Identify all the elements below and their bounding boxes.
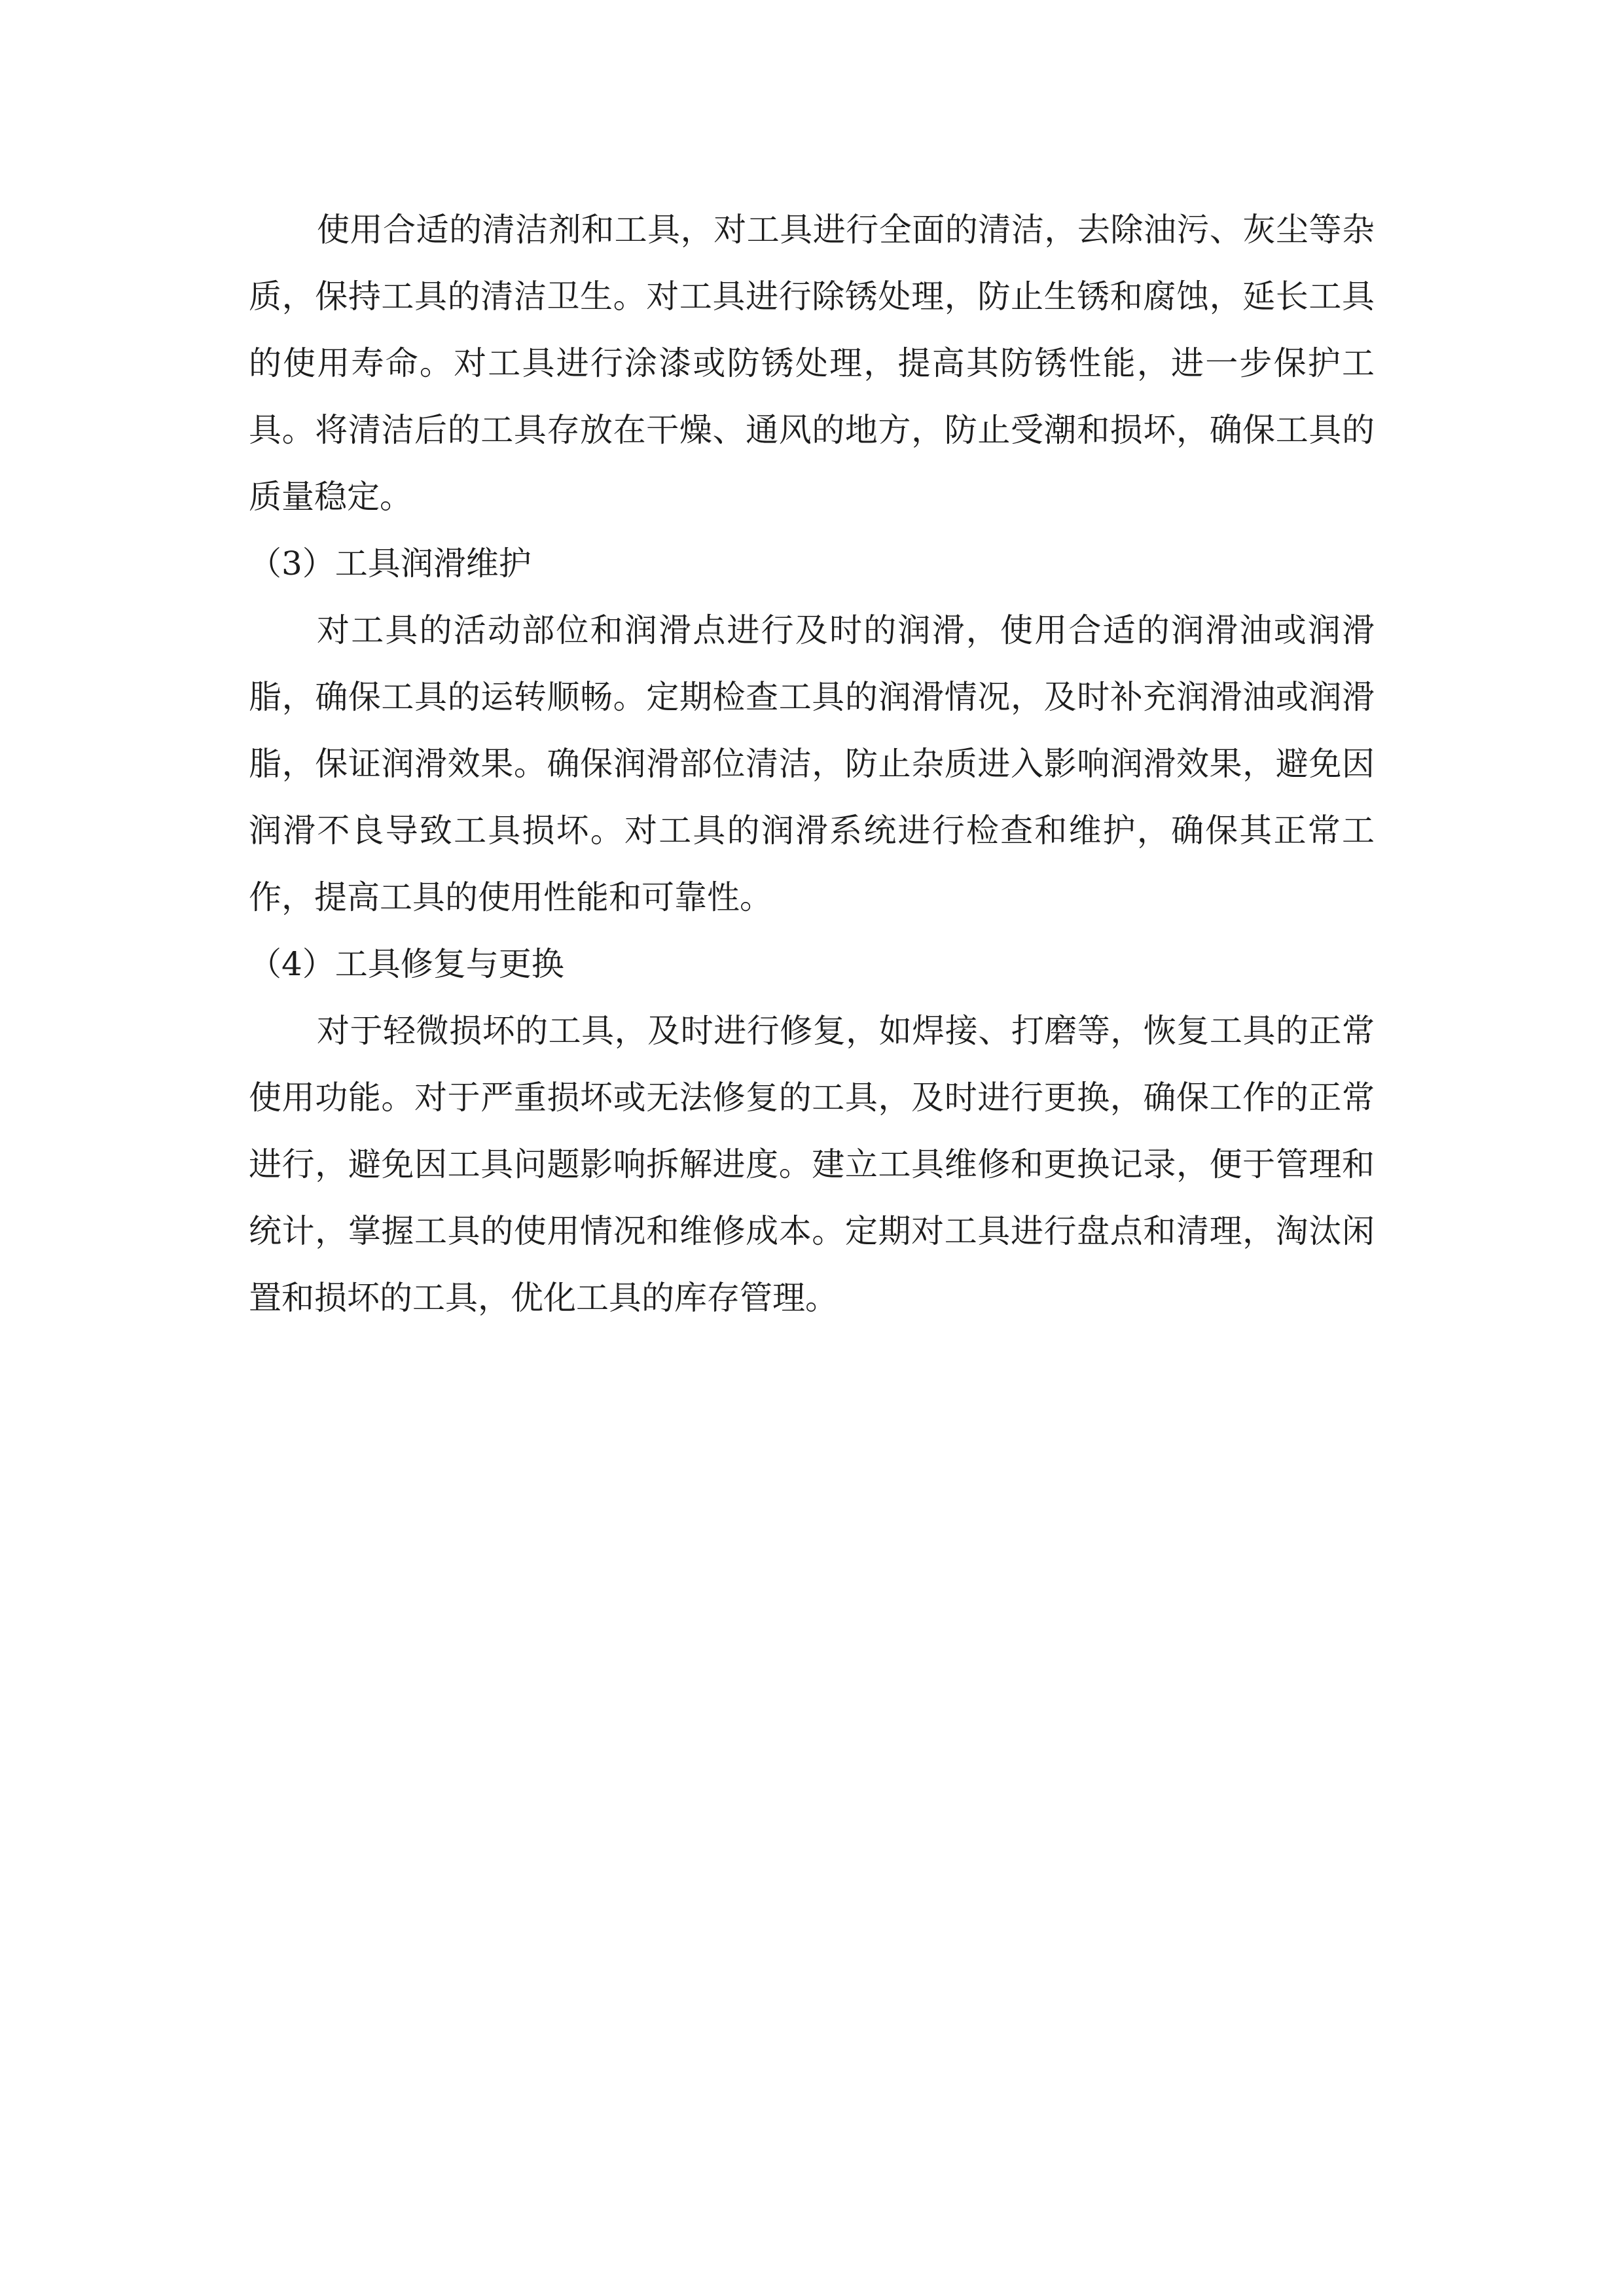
section-heading-lubrication: （3）工具润滑维护 — [249, 545, 532, 583]
document-body — [249, 196, 1375, 1331]
paragraph-repair-replacement: 对于轻微损坏的工具，及时进行修复，如焊接、打磨等，恢复工具的正常使用功能。对于严重损坏或无法修复的工具，及时进行更换，确保工作的正常进行，避免因工具问题影响拆解进度。建立工具维修和更换记录，便于管理和统计，掌握工具的使用情况和维修成本。定期对工具进行盘点和清理，淘汰闲置和损坏的工具，优化工具的库存管理。 — [249, 1012, 1375, 1317]
paragraph-lubrication-maintenance: 对工具的活动部位和润滑点进行及时的润滑，使用合适的润滑油或润滑脂，确保工具的运转顺畅。定期检查工具的润滑情况，及时补充润滑油或润滑脂，保证润滑效果。确保润滑部位清洁，防止杂质进入影响润滑效果，避免因润滑不良导致工具损坏。对工具的润滑系统进行检查和维护，确保其正常工作，提高工具的使用性能和可靠性。 — [249, 611, 1375, 916]
paragraph-cleaning-maintenance: 使用合适的清洁剂和工具，对工具进行全面的清洁，去除油污、灰尘等杂质，保持工具的清洁卫生。对工具进行除锈处理，防止生锈和腐蚀，延长工具的使用寿命。对工具进行涂漆或防锈处理，提高其防锈性能，进一步保护工具。将清洁后的工具存放在干燥、通风的地方，防止受潮和损坏，确保工具的质量稳定。 — [249, 211, 1375, 516]
section-heading-repair-replacement: （4）工具修复与更换 — [249, 945, 564, 983]
